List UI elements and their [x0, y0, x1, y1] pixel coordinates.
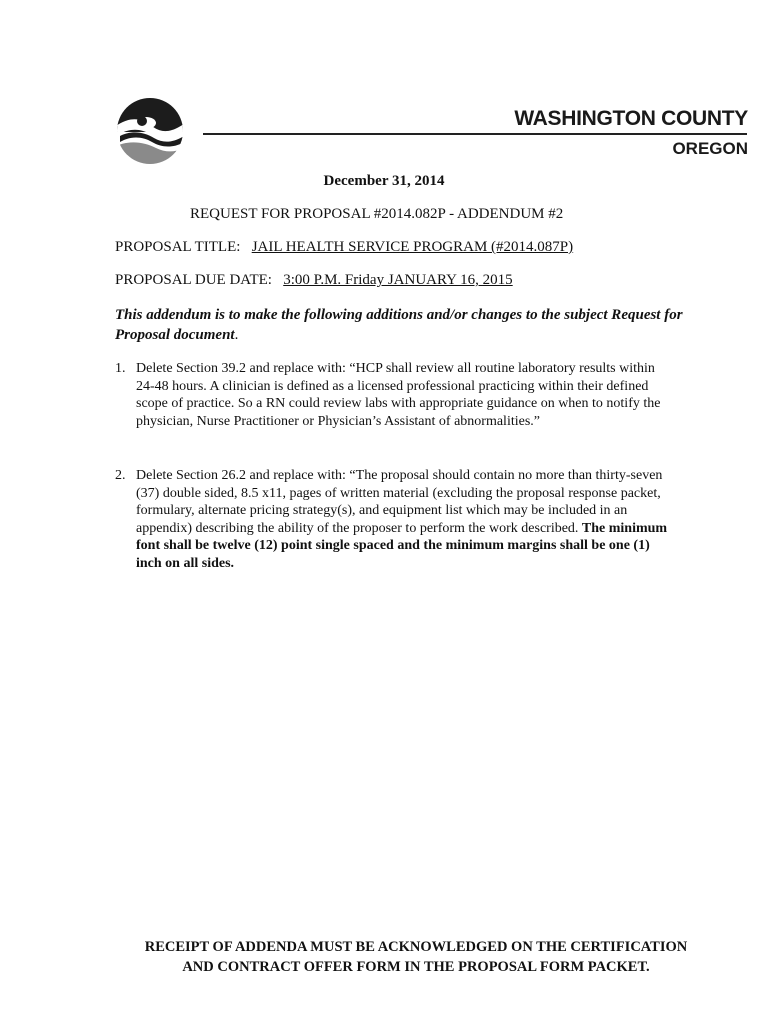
item-number: 2.: [115, 468, 126, 483]
due-date-label: PROPOSAL DUE DATE:: [115, 272, 272, 288]
receipt-line-1: RECEIPT OF ADDENDA MUST BE ACKNOWLEDGED ON THE CERTIFICATION: [144, 939, 688, 955]
list-item: [115, 360, 675, 430]
intro-tail: .: [234, 327, 239, 343]
receipt-line-2: AND CONTRACT OFFER FORM IN THE PROPOSAL FORM PACKET.: [182, 959, 650, 975]
rfp-heading: REQUEST FOR PROPOSAL #2014.082P - ADDENDUM #2: [190, 206, 564, 222]
proposal-title-line: [115, 239, 573, 256]
proposal-title-label: PROPOSAL TITLE:: [115, 239, 241, 255]
due-date-value: 3:00 P.M. Friday JANUARY 16, 2015: [283, 272, 513, 288]
item-text: Delete Section 26.2 and replace with: “The proposal should contain no more than thirty-seven (37) double sided, 8.5 x11, pages of written material (excluding the proposal response packet, formulary, alternate pricing strategy(s), and equipment list which may be included in an appendix) describing the ability of the proposer to perform the work described. The minimum font shall be twelve (12) point single spaced and the minimum margins shall be one (1) inch on all sides.: [136, 468, 668, 571]
list-item: [115, 467, 675, 572]
due-date-line: [115, 272, 513, 289]
receipt-notice: [0, 937, 770, 977]
item-emphasis: The minimum font shall be twelve (12) point single spaced and the minimum margins shall be one (1) inch on all sides.: [136, 520, 668, 571]
state-name: OREGON: [672, 139, 748, 158]
county-name: WASHINGTON COUNTY: [514, 107, 748, 130]
header-rule: [203, 133, 747, 135]
intro-text: This addendum is to make the following additions and/or changes to the subject Request for Proposal document: [115, 307, 683, 343]
addendum-intro: [115, 305, 715, 345]
proposal-title-value: JAIL HEALTH SERVICE PROGRAM (#2014.087P): [251, 239, 574, 255]
item-number: 1.: [115, 361, 126, 376]
washington-county-logo-icon: [116, 96, 184, 166]
document-date: December 31, 2014: [323, 173, 445, 189]
item-text: Delete Section 39.2 and replace with: “HCP shall review all routine laboratory results within 24-48 hours. A clinician is defined as a licensed professional practicing within their defined scope of practice. So a RN could review labs with appropriate guidance on when to notify the physician, Nurse Practitioner or Physician’s Assistant of abnormalities.”: [136, 361, 661, 429]
